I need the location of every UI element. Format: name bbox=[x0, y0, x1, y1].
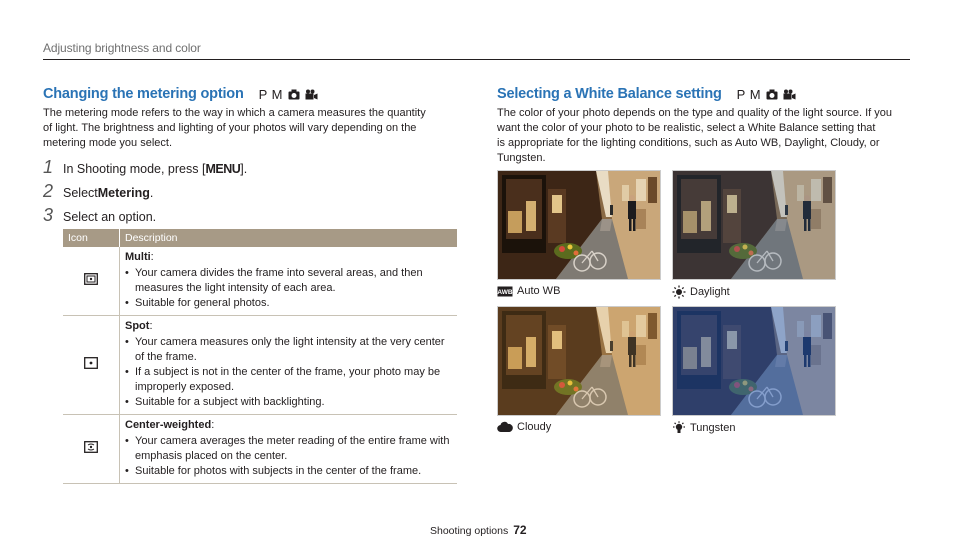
step-text: ]. bbox=[240, 162, 248, 176]
table-icon-cell bbox=[63, 316, 120, 415]
step-text: Select bbox=[63, 186, 98, 200]
photo-daylight bbox=[672, 170, 836, 280]
list-item: • Your camera measures only the light intensity at the very center of the frame. bbox=[135, 335, 452, 365]
movie-mode-icon bbox=[783, 89, 796, 100]
table-description-cell: Center-weighted: • Your camera averages the meter reading of the entire frame with emphasis placed on the center. • Suitable for photos with subjects in the center of the frame. bbox=[120, 415, 458, 484]
mode-letters: P M bbox=[736, 86, 762, 102]
photo-tungsten bbox=[672, 306, 836, 416]
step-3 bbox=[43, 205, 156, 226]
table-header-row bbox=[63, 229, 457, 247]
caption-label: Auto WB bbox=[517, 285, 561, 297]
caption-auto-wb bbox=[497, 285, 560, 297]
caption-cloudy bbox=[497, 421, 551, 433]
tungsten-icon bbox=[672, 421, 686, 435]
movie-mode-icon bbox=[305, 89, 318, 100]
bullet-list bbox=[125, 266, 452, 311]
daylight-icon bbox=[672, 285, 686, 299]
step-number: 1 bbox=[43, 157, 54, 177]
svg-text:AWB: AWB bbox=[497, 288, 513, 296]
white-balance-intro-line: The color of your photo depends on the type and quality of the light source. If you bbox=[497, 107, 893, 119]
multi-metering-icon bbox=[84, 273, 98, 285]
menu-key-label: MENU bbox=[205, 162, 241, 176]
left-title-row bbox=[43, 86, 318, 102]
white-balance-section-title: Selecting a White Balance setting bbox=[497, 86, 722, 102]
bullet-list bbox=[125, 434, 452, 479]
mode-letters: P M bbox=[258, 86, 283, 102]
white-balance-mode-availability bbox=[737, 87, 796, 102]
metering-intro-line: of light. The brightness and lighting of your photos will vary depending on the bbox=[43, 122, 417, 134]
table-row bbox=[63, 247, 457, 316]
page-number: 72 bbox=[513, 523, 527, 537]
table-description-cell: Spot: • Your camera measures only the light intensity at the very center of the frame. • If a subject is not in the center of the frame, your photo may be improperly exposed. • Suitable for a subject with backlighting. bbox=[120, 316, 458, 415]
list-item: • Suitable for general photos. bbox=[135, 296, 452, 311]
metering-mode-availability bbox=[259, 87, 318, 102]
step-text: . bbox=[149, 186, 154, 200]
page-section-header: Adjusting brightness and color bbox=[43, 41, 201, 55]
caption-label: Daylight bbox=[690, 286, 730, 298]
step-number: 2 bbox=[43, 181, 54, 201]
white-balance-intro bbox=[497, 106, 909, 166]
spot-metering-icon bbox=[84, 357, 98, 369]
step-text: In Shooting mode, press [ bbox=[63, 162, 206, 176]
list-item: • Your camera averages the meter reading of the entire frame with emphasis placed on the center. bbox=[135, 434, 452, 464]
step-number: 3 bbox=[43, 205, 54, 225]
list-item: • Suitable for a subject with backlighting. bbox=[135, 395, 452, 410]
metering-section-title: Changing the metering option bbox=[43, 86, 244, 102]
list-item: • Your camera divides the frame into several areas, and then measures the light intensity of each area. bbox=[135, 266, 452, 296]
photo-cloudy bbox=[497, 306, 661, 416]
bullet-list bbox=[125, 335, 452, 410]
white-balance-intro-line: want the color of your photo to be realistic, select a White Balance setting that bbox=[497, 122, 876, 134]
metering-intro-line: The metering mode refers to the way in which a camera measures the quantity bbox=[43, 107, 426, 119]
caption-daylight bbox=[672, 285, 730, 299]
caption-label: Cloudy bbox=[517, 421, 552, 433]
caption-label: Tungsten bbox=[690, 422, 736, 434]
white-balance-intro-line: Tungsten. bbox=[497, 152, 546, 164]
step-2 bbox=[43, 181, 153, 202]
auto-wb-icon bbox=[497, 286, 513, 297]
camera-smart-mode-icon bbox=[766, 89, 778, 100]
right-title-row bbox=[497, 86, 796, 102]
list-item: • Suitable for photos with subjects in the center of the frame. bbox=[135, 464, 452, 479]
list-item: • If a subject is not in the center of the frame, your photo may be improperly exposed. bbox=[135, 365, 452, 395]
footer-section-name: Shooting options bbox=[430, 525, 509, 537]
page-footer bbox=[430, 523, 527, 537]
metering-option-name: Center-weighted bbox=[125, 419, 212, 431]
step-1 bbox=[43, 157, 247, 178]
caption-tungsten bbox=[672, 421, 735, 435]
table-header-icon: Icon bbox=[63, 229, 120, 247]
table-icon-cell bbox=[63, 415, 120, 484]
metering-options-table bbox=[63, 229, 457, 484]
metering-option-name: Multi bbox=[125, 251, 151, 263]
table-header-description: Description bbox=[120, 229, 458, 247]
table-row bbox=[63, 316, 457, 415]
table-icon-cell bbox=[63, 247, 120, 316]
metering-intro-line: metering mode you select. bbox=[43, 137, 173, 149]
cloudy-icon bbox=[497, 421, 513, 433]
white-balance-intro-line: is appropriate for the lighting conditions, such as Auto WB, Daylight, Cloudy, or bbox=[497, 137, 880, 149]
metering-option-name: Spot bbox=[125, 320, 150, 332]
camera-smart-mode-icon bbox=[288, 89, 300, 100]
step-option-name: Metering bbox=[97, 186, 150, 200]
step-text: Select an option. bbox=[63, 210, 157, 224]
metering-intro bbox=[43, 106, 463, 151]
photo-auto-wb bbox=[497, 170, 661, 280]
center-weighted-metering-icon bbox=[84, 441, 98, 453]
table-row bbox=[63, 415, 457, 484]
table-description-cell: Multi: • Your camera divides the frame into several areas, and then measures the light intensity of each area. • Suitable for general photos. bbox=[120, 247, 458, 316]
header-divider bbox=[43, 59, 910, 60]
